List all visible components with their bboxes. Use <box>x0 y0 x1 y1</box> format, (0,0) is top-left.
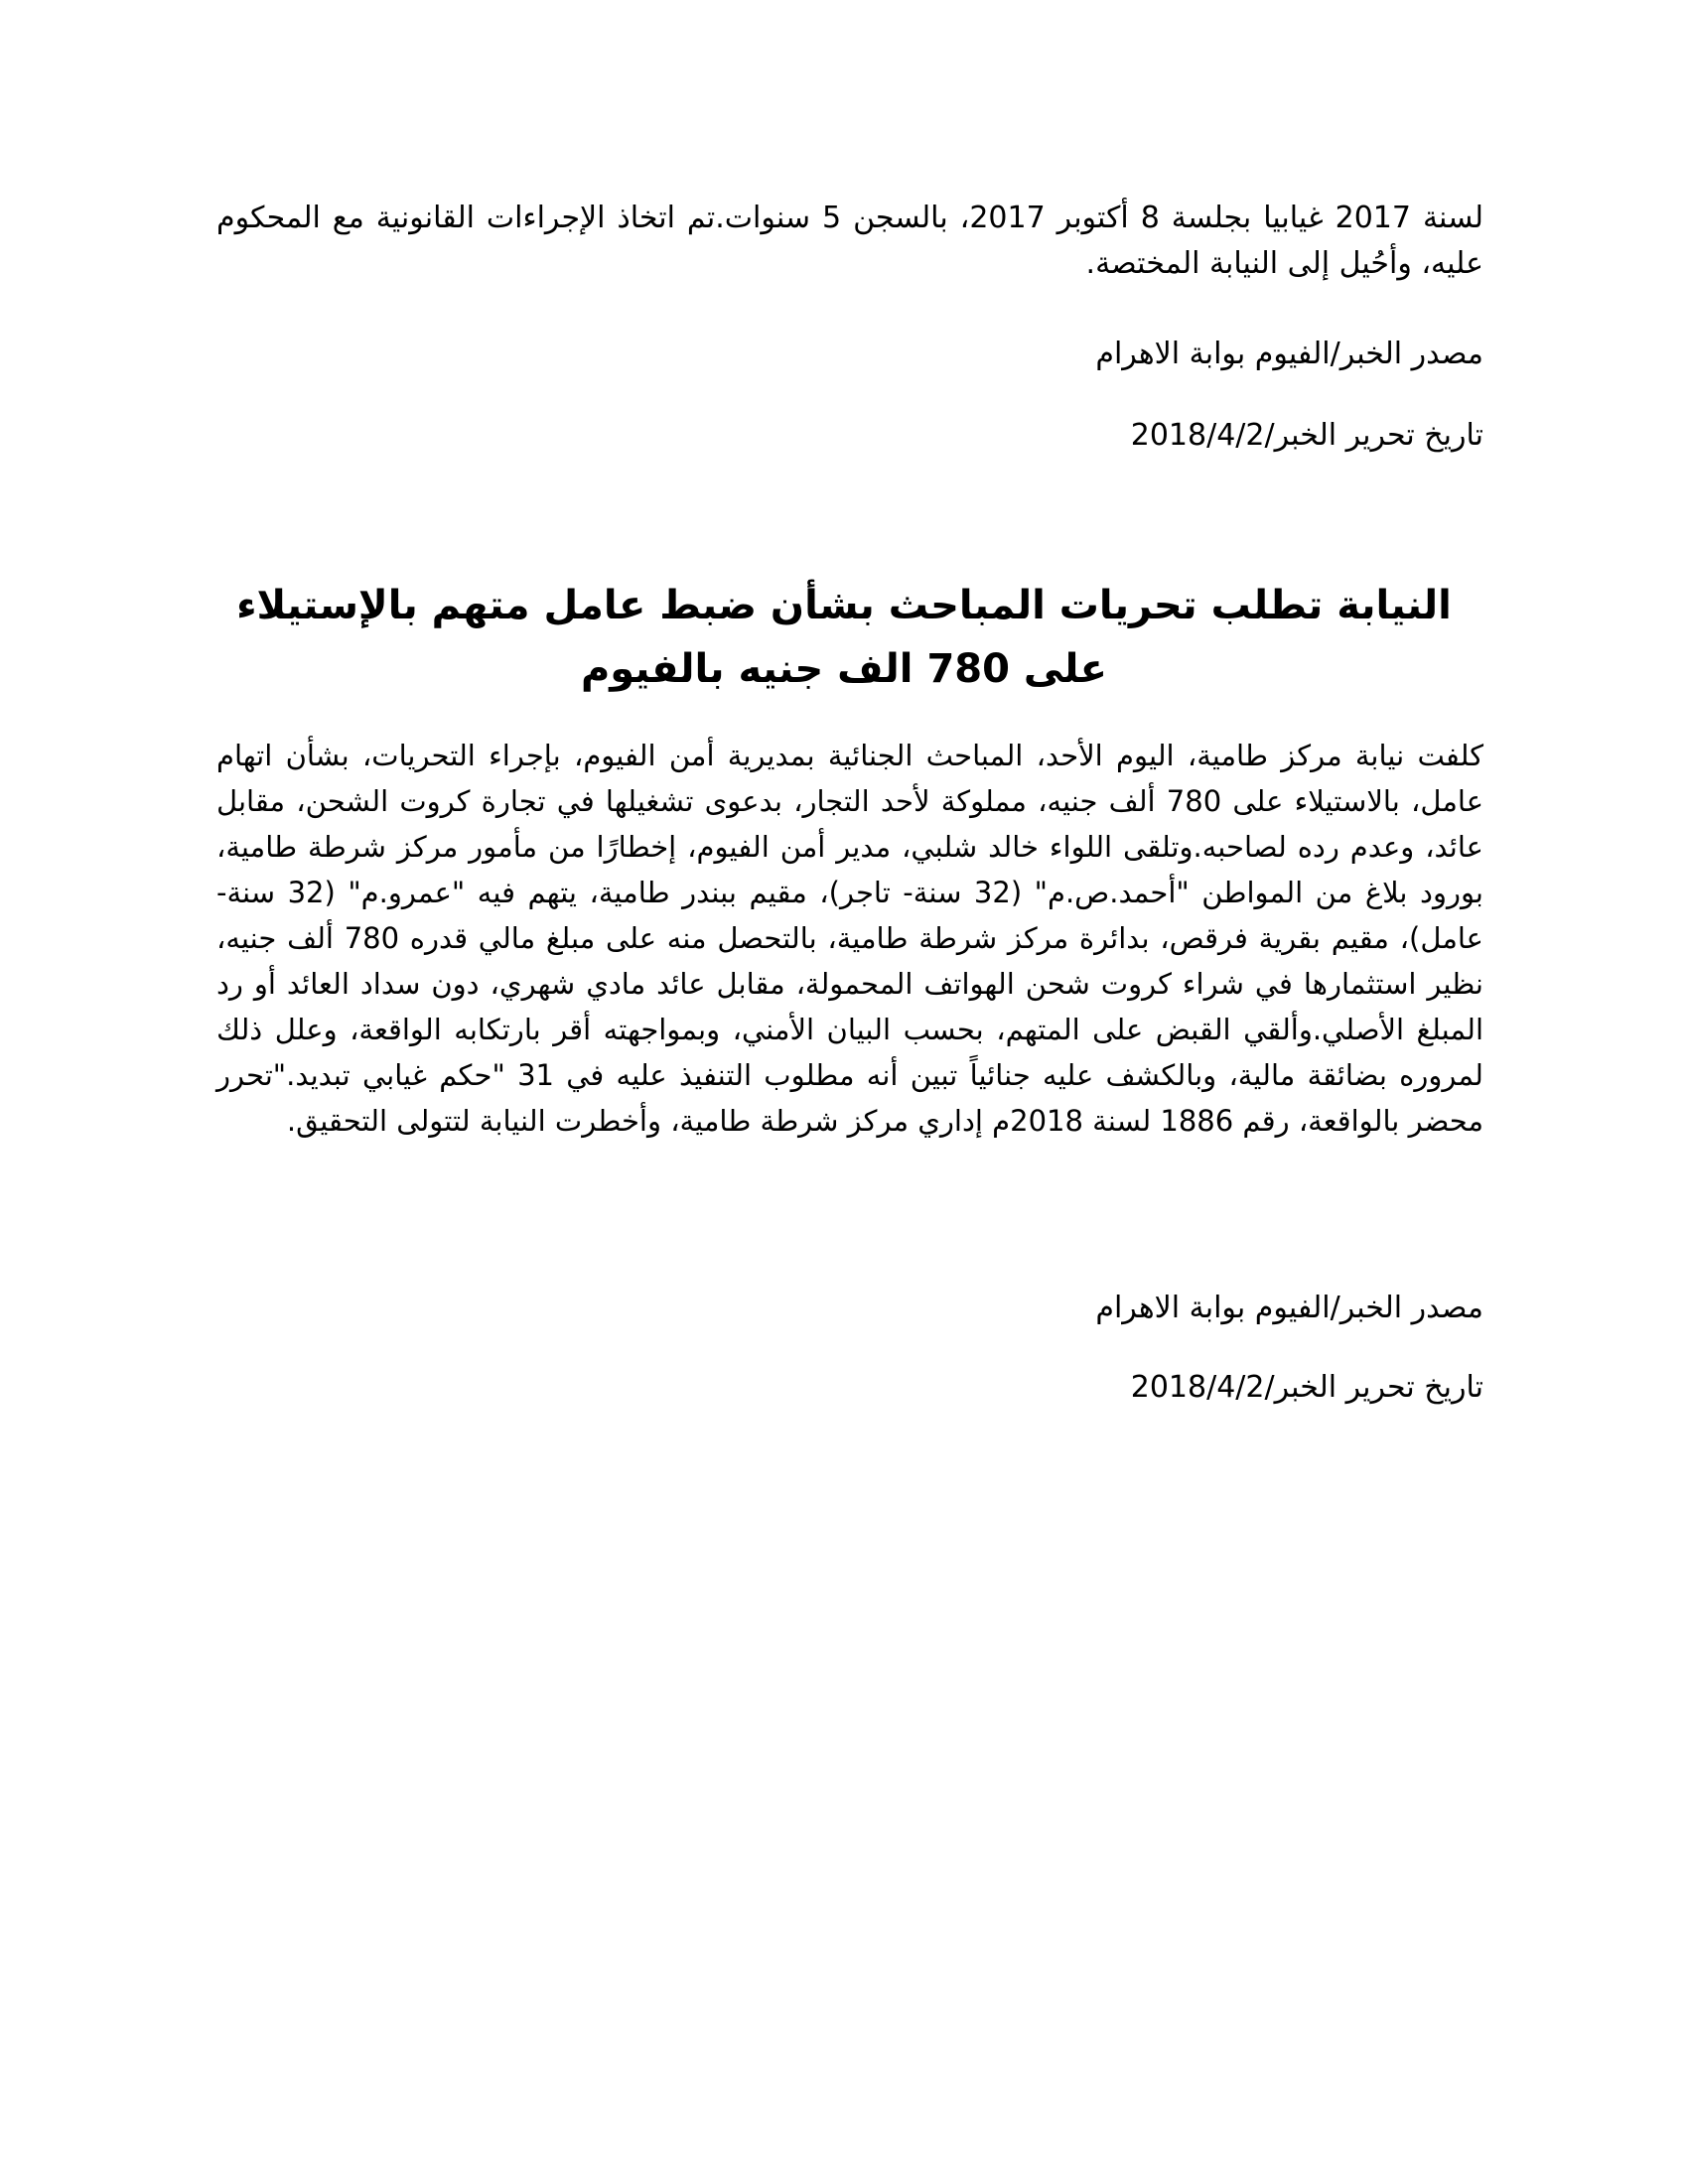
article-headline: النيابة تطلب تحريات المباحث بشأن ضبط عامل متهم بالإستيلاء على 780 الف جنيه بالفيوم <box>236 583 1452 692</box>
article-date: تاريخ تحرير الخبر/2018/4/2 <box>1130 1370 1483 1405</box>
previous-article-paragraph: لسنة 2017 غيابيا بجلسة 8 أكتوبر 2017، بالسجن 5 سنوات.تم اتخاذ الإجراءات القانونية مع المحكوم عليه، وأحُيل إلى النيابة المختصة. <box>216 201 1483 281</box>
previous-article-date: تاريخ تحرير الخبر/2018/4/2 <box>1130 418 1483 453</box>
previous-article-source: مصدر الخبر/الفيوم بوابة الاهرام <box>1095 337 1483 371</box>
article-source: مصدر الخبر/الفيوم بوابة الاهرام <box>1095 1291 1483 1325</box>
article-body: كلفت نيابة مركز طامية، اليوم الأحد، المباحث الجنائية بمديرية أمن الفيوم، بإجراء التحريات، بشأن اتهام عامل، بالاستيلاء على 780 ألف جنيه، مملوكة لأحد التجار، بدعوى تشغيلها في تجارة كروت الشحن، مقابل عائد، وعدم رده لصاحبه.وتلقى اللواء خالد شلبي، مدير أمن الفيوم، إخطارًا من مأمور مركز شرطة طامية، بورود بلاغ من المواطن "أحمد.ص.م" (32 سنة- تاجر)، مقيم ببندر طامية، يتهم فيه "عمرو.م" (32 سنة-عامل)، مقيم بقرية فرقص، بدائرة مركز شرطة طامية، بالتحصل منه على مبلغ مالي قدره 780 ألف جنيه، نظير استثمارها في شراء كروت شحن الهواتف المحمولة، مقابل عائد مادي شهري، دون سداد العائد أو رد المبلغ الأصلي.وألقي القبض على المتهم، بحسب البيان الأمني، وبمواجهته أقر بارتكابه الواقعة، وعلل ذلك لمروره بضائقة مالية، وبالكشف عليه جنائياً تبين أنه مطلوب التنفيذ عليه في 31 "حكم غيابي تبديد."تحرر محضر بالواقعة، رقم 1886 لسنة 2018م إداري مركز شرطة طامية، وأخطرت النيابة لتتولى التحقيق. <box>216 739 1483 1138</box>
